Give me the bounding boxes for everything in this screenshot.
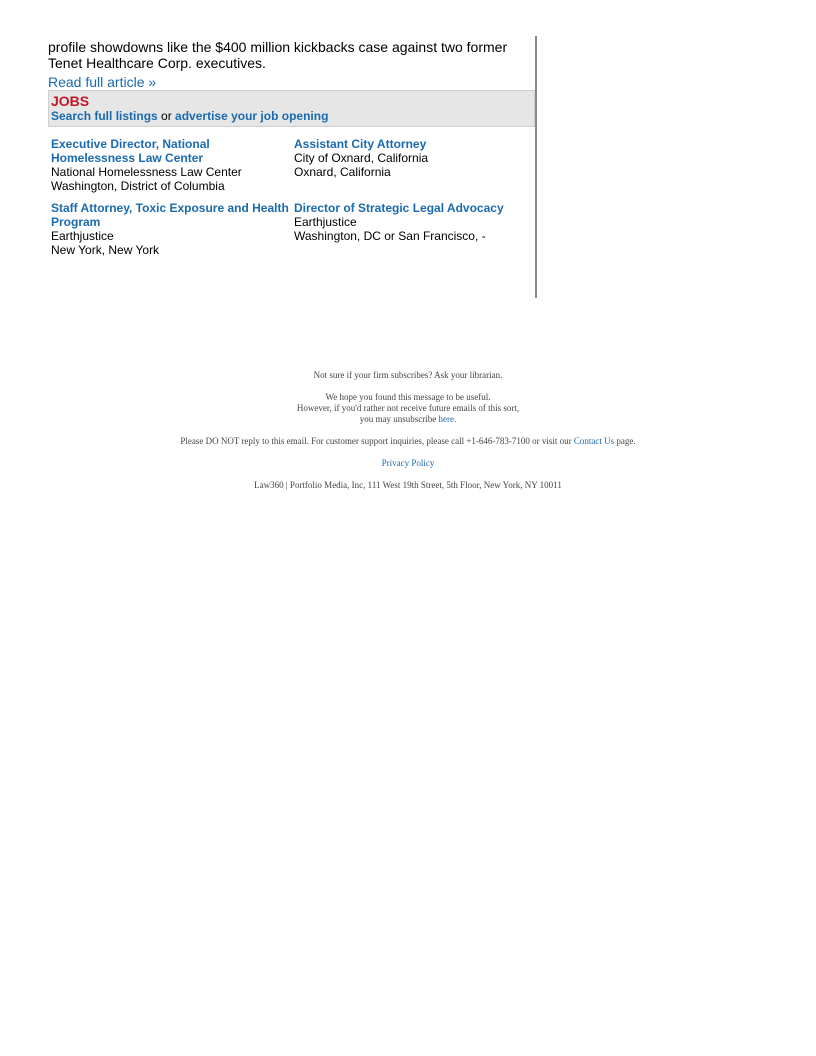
job-organization: Earthjustice (294, 215, 357, 229)
unsubscribe-link[interactable]: here. (438, 414, 457, 424)
support-text: Please DO NOT reply to this email. For customer support inquiries, please call +1-646-783-7100 or visit our (180, 436, 574, 446)
job-organization: Earthjustice (51, 229, 114, 243)
contact-us-link[interactable]: Contact Us (573, 436, 615, 446)
job-listing (51, 201, 294, 257)
or-text: or (157, 109, 176, 123)
privacy-row (0, 458, 816, 469)
company-address: Law360 | Portfolio Media, Inc, 111 West 19th Street, 5th Floor, New York, NY 10011 (254, 480, 562, 490)
job-organization: City of Oxnard, California (294, 151, 429, 165)
useful-line-3: you may unsubscribe (359, 414, 439, 424)
job-title-link[interactable]: Assistant City Attorney (294, 137, 427, 151)
job-title-link[interactable]: Executive Director, National Homelessness Law Center (51, 137, 210, 165)
search-listings-link[interactable]: Search full listings (51, 109, 158, 123)
job-title-link[interactable]: Director of Strategic Legal Advocacy (294, 201, 504, 215)
support-suffix: page. (614, 436, 636, 446)
email-footer (0, 370, 816, 502)
jobs-header-box (48, 90, 535, 127)
useful-line-1: We hope you found this message to be useful. (325, 392, 491, 402)
librarian-note: Not sure if your firm subscribes? Ask your librarian. (313, 370, 503, 380)
job-organization: National Homelessness Law Center (51, 165, 242, 179)
useful-line-2: However, if you'd rather not receive future emails of this sort, (296, 403, 520, 413)
support-note (0, 436, 816, 447)
job-listing (294, 137, 524, 193)
job-location: New York, New York (51, 243, 160, 257)
job-title-link[interactable]: Staff Attorney, Toxic Exposure and Health Program (51, 201, 289, 229)
job-location: Washington, District of Columbia (51, 179, 225, 193)
job-listing (294, 201, 524, 257)
job-location: Oxnard, California (294, 165, 391, 179)
advertise-job-link[interactable]: advertise your job opening (175, 109, 329, 123)
privacy-policy-link[interactable]: Privacy Policy (381, 458, 435, 468)
jobs-heading: JOBS (51, 93, 90, 109)
job-location: Washington, DC or San Francisco, - (294, 229, 486, 243)
job-listings-grid (48, 137, 535, 257)
article-snippet: profile showdowns like the $400 million kickbacks case against two former Tenet Healthcare Corp. executives. (48, 39, 508, 71)
read-full-article-link[interactable]: Read full article » (48, 74, 157, 90)
newsletter-main-column (48, 36, 537, 298)
jobs-links (51, 109, 534, 124)
job-listing (51, 137, 294, 193)
unsubscribe-note (0, 392, 816, 425)
